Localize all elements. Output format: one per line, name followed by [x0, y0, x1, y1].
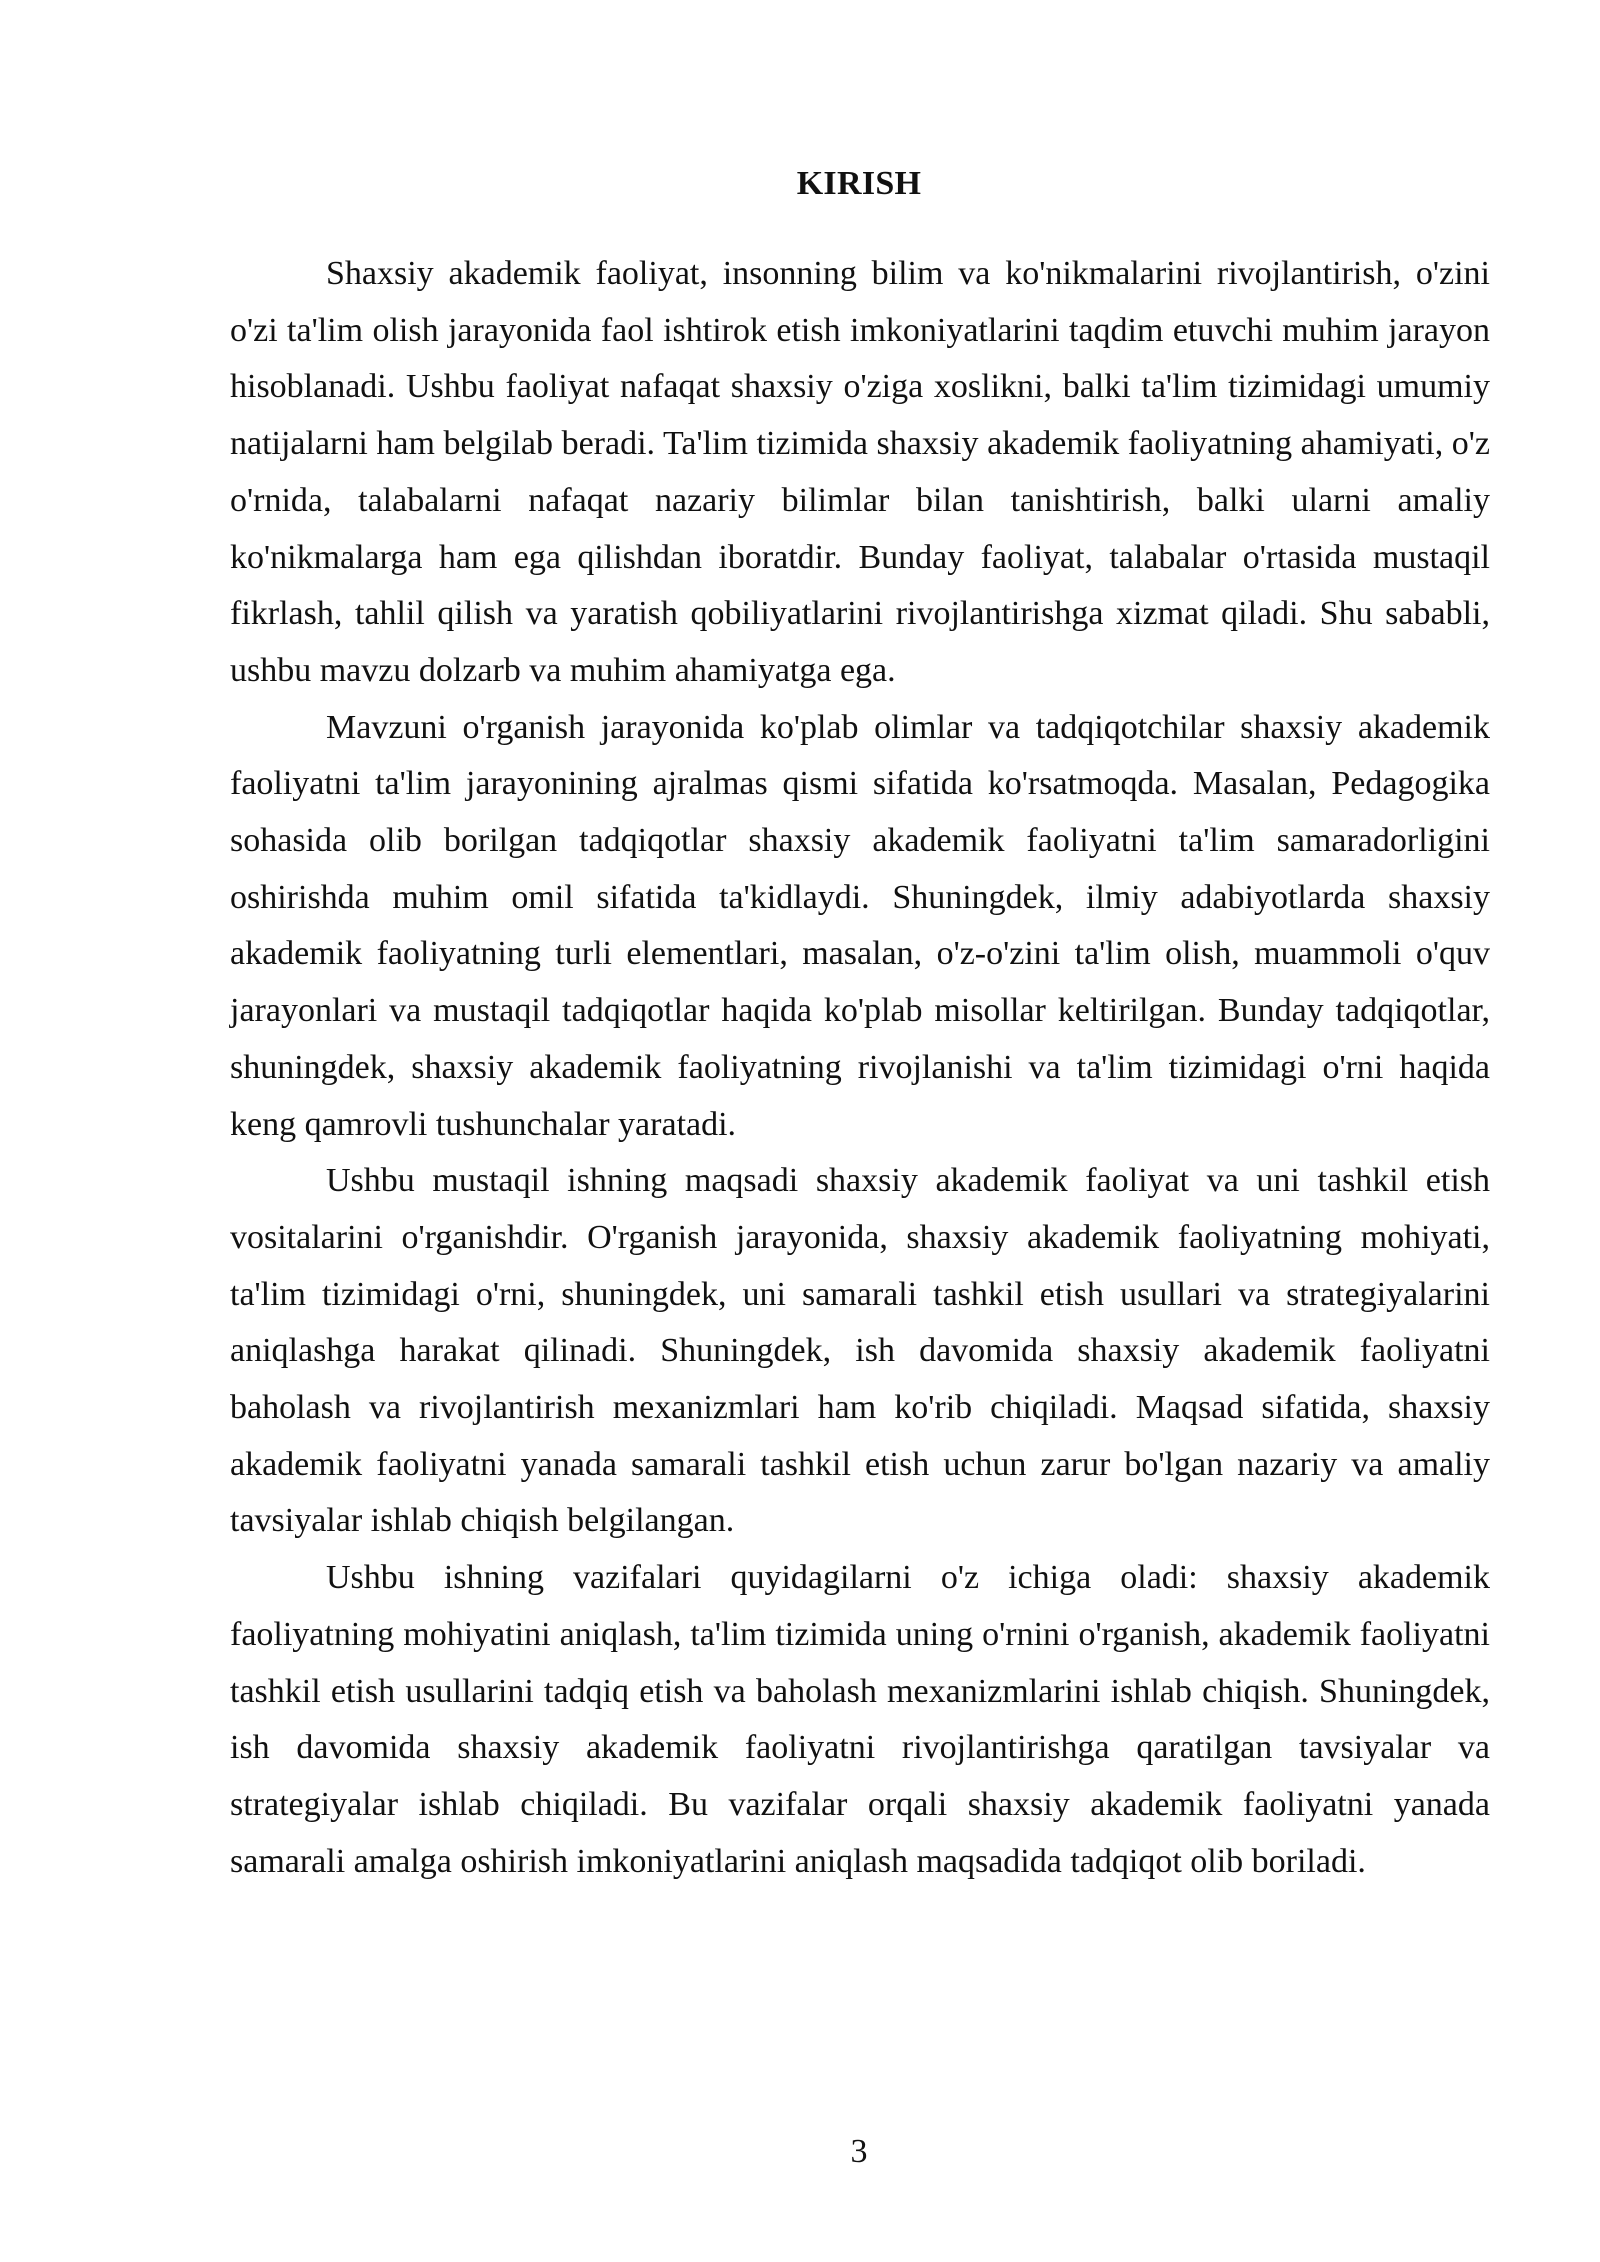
paragraph-4: Ushbu ishning vazifalari quyidagilarni o'z ichiga oladi: shaxsiy akademik faoliyatning mohiyatini aniqlash, ta'lim tizimida uning o'rnini o'rganish, akademik faoliyatni tashkil etish usullarini tadqiq etish va baholash mexanizmlarini ishlab chiqish. Shuningdek, ish davomida shaxsiy akademik faoliyatni rivojlantirishga qaratilgan tavsiyalar va strategiyalar ishlab chiqiladi. Bu vazifalar orqali shaxsiy akademik faoliyatni yanada samarali amalga oshirish imkoniyatlarini aniqlash maqsadida tadqiqot olib boriladi. — [230, 1559, 1490, 1880]
paragraph-1: Shaxsiy akademik faoliyat, insonning bilim va ko'nikmalarini rivojlantirish, o'zini o'zi ta'lim olish jarayonida faol ishtirok etish imkoniyatlarini taqdim etuvchi muhim jarayon hisoblanadi. Ushbu faoliyat nafaqat shaxsiy o'ziga xoslikni, balki ta'lim tizimidagi umumiy natijalarni ham belgilab beradi. Ta'lim tizimida shaxsiy akademik faoliyatning ahamiyati, o'z o'rnida, talabalarni nafaqat nazariy bilimlar bilan tanishtirish, balki ularni amaliy ko'nikmalarga ham ega qilishdan iboratdir. Bunday faoliyat, talabalar o'rtasida mustaqil fikrlash, tahlil qilish va yaratish qobiliyatlarini rivojlantirishga xizmat qiladi. Shu sababli, ushbu mavzu dolzarb va muhim ahamiyatga ega. — [230, 255, 1490, 689]
page-number: 3 — [850, 2133, 868, 2170]
body-text — [230, 246, 1490, 1890]
section-heading: KIRISH — [796, 165, 922, 202]
paragraph-3: Ushbu mustaqil ishning maqsadi shaxsiy akademik faoliyat va uni tashkil etish vositalarini o'rganishdir. O'rganish jarayonida, shaxsiy akademik faoliyatning mohiyati, ta'lim tizimidagi o'rni, shuningdek, uni samarali tashkil etish usullari va strategiyalarini aniqlashga harakat qilinadi. Shuningdek, ish davomida shaxsiy akademik faoliyatni baholash va rivojlantirish mexanizmlari ham ko'rib chiqiladi. Maqsad sifatida, shaxsiy akademik faoliyatni yanada samarali tashkil etish uchun zarur bo'lgan nazariy va amaliy tavsiyalar ishlab chiqish belgilangan. — [230, 1162, 1490, 1540]
paragraph-2: Mavzuni o'rganish jarayonida ko'plab olimlar va tadqiqotchilar shaxsiy akademik faoliyatni ta'lim jarayonining ajralmas qismi sifatida ko'rsatmoqda. Masalan, Pedagogika sohasida olib borilgan tadqiqotlar shaxsiy akademik faoliyatni ta'lim samaradorligini oshirishda muhim omil sifatida ta'kidlaydi. Shuningdek, ilmiy adabiyotlarda shaxsiy akademik faoliyatning turli elementlari, masalan, o'z-o'zini ta'lim olish, muammoli o'quv jarayonlari va mustaqil tadqiqotlar haqida ko'plab misollar keltirilgan. Bunday tadqiqotlar, shuningdek, shaxsiy akademik faoliyatning rivojlanishi va ta'lim tizimidagi o'rni haqida keng qamrovli tushunchalar yaratadi. — [230, 708, 1490, 1143]
